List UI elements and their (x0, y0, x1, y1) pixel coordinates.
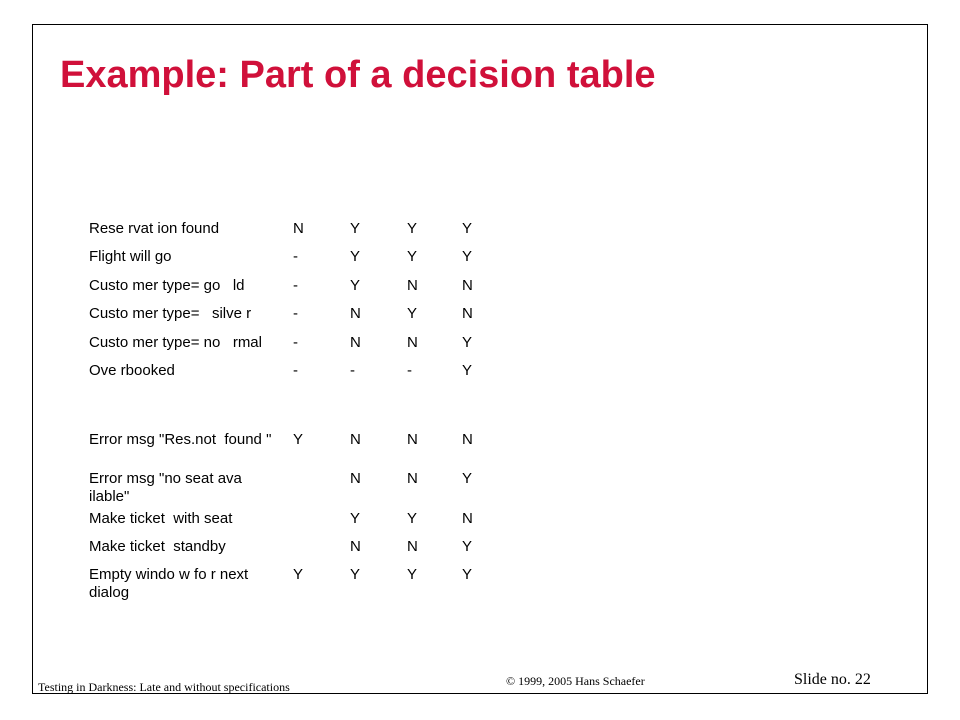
rule-value: N (407, 470, 418, 487)
rule-value: - (293, 277, 298, 294)
rule-value: - (350, 362, 355, 379)
rule-value: Y (293, 431, 304, 448)
rule-value: Y (407, 566, 418, 583)
rule-value: Y (293, 566, 304, 583)
rule-value: N (350, 538, 361, 555)
rule-value: Y (350, 220, 361, 237)
footer-presentation-title: Testing in Darkness: Late and without specifications (38, 680, 290, 694)
rule-value: Y (462, 362, 473, 379)
rule-value: N (462, 431, 473, 448)
rule-value: - (293, 334, 298, 351)
table-row (0, 431, 960, 475)
condition-label: Custo mer type= silve r (89, 305, 252, 322)
rule-value: - (293, 305, 298, 322)
condition-label: Ove rbooked (89, 362, 175, 379)
table-row (0, 470, 960, 514)
action-label: Make ticket with seat (89, 510, 233, 527)
rule-value: - (293, 248, 298, 265)
rule-value: Y (407, 305, 418, 322)
table-row (0, 362, 960, 406)
rule-value: Y (407, 248, 418, 265)
condition-label: Flight will go (89, 248, 172, 265)
rule-value: N (350, 334, 361, 351)
rule-value: N (350, 470, 361, 487)
slide-number: Slide no. 22 (794, 671, 871, 688)
rule-value: - (293, 362, 298, 379)
rule-value: Y (407, 220, 418, 237)
rule-value: N (350, 431, 361, 448)
action-label: Make ticket standby (89, 538, 226, 555)
slide-title: Example: Part of a decision table (60, 54, 656, 96)
condition-label: Custo mer type= no rmal (89, 334, 262, 351)
rule-value: Y (462, 470, 473, 487)
rule-value: N (462, 510, 473, 527)
rule-value: Y (407, 510, 418, 527)
rule-value: Y (350, 510, 361, 527)
rule-value: - (407, 362, 412, 379)
rule-value: N (350, 305, 361, 322)
action-label: Empty windo w fo r next dialog (89, 566, 253, 601)
rule-value: N (293, 220, 304, 237)
rule-value: N (462, 277, 473, 294)
rule-value: N (407, 334, 418, 351)
action-label: Error msg "no seat ava ilable" (89, 470, 247, 505)
rule-value: Y (462, 334, 473, 351)
rule-value: Y (462, 566, 473, 583)
rule-value: N (407, 277, 418, 294)
footer-copyright: © 1999, 2005 Hans Schaefer (506, 674, 645, 688)
rule-value: Y (462, 248, 473, 265)
rule-value: Y (462, 538, 473, 555)
rule-value: N (407, 431, 418, 448)
rule-value: N (462, 305, 473, 322)
condition-label: Custo mer type= go ld (89, 277, 245, 294)
rule-value: Y (350, 277, 361, 294)
rule-value: Y (350, 248, 361, 265)
rule-value: Y (350, 566, 361, 583)
condition-label: Rese rvat ion found (89, 220, 220, 237)
table-row (0, 566, 960, 610)
rule-value: Y (462, 220, 473, 237)
rule-value: N (407, 538, 418, 555)
action-label: Error msg "Res.not found " (89, 431, 272, 448)
